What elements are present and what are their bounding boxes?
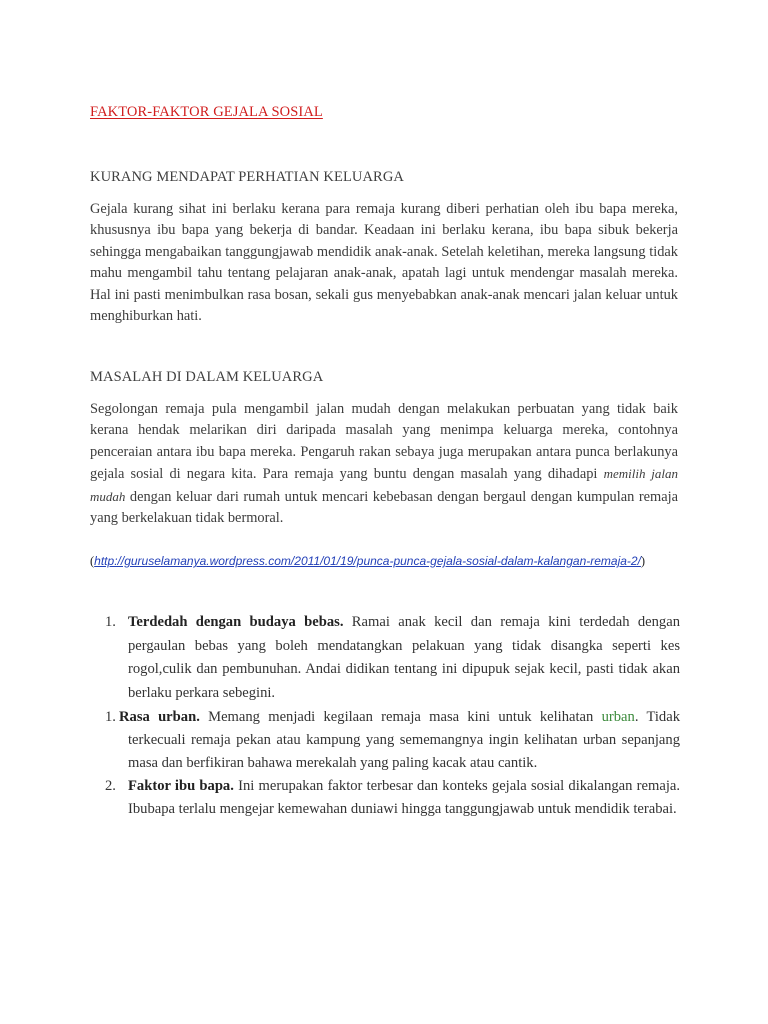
list-item-text: Ramai anak kecil dan remaja kini terdedah dengan pergaulan bebas yang boleh mendatangkan pelakuan yang tidak disangka seperti kes rogol,culik dan pembunuhan. Andai didikan tentang ini dipupuk sejak kecil, pasti tidak akan berlaku perkara sebegini. xyxy=(128,614,680,702)
list-item-text-after: . Tidak terkecuali remaja pekan atau kampung yang sememangnya ingin kelihatan urban sepanjang masa dan berfikiran bahawa merekalah yang paling kacak atau cantik. xyxy=(128,708,680,771)
list-item-title: Terdedah dengan budaya bebas. xyxy=(128,614,344,630)
list-item xyxy=(90,775,680,821)
list-item-text: Ini merupakan faktor terbesar dan konteks gejala sosial dikalangan remaja. Ibubapa terlalu mengejar kemewahan duniawi hingga tanggungjawab untuk mendidik terabai. xyxy=(128,777,680,817)
paragraph-perhatian: Gejala kurang sihat ini berlaku kerana para remaja kurang diberi perhatian oleh ibu bapa mereka, khususnya ibu bapa yang bekerja di bandar. Keadaan ini berlaku kerana, ibu bapa sibuk bekerja sehingga mengabaikan tanggungjawab mendidik anak-anak. Setelah keletihan, mereka langsung tidak mahu mengambil tahu tentang pelajaran anak-anak, apatah lagi untuk mendengar masalah mereka. Hal ini pasti menimbulkan rasa bosan, sekali gus menyebabkan anak-anak mencari jalan keluar untuk menghiburkan hati. xyxy=(90,201,678,325)
list-item xyxy=(90,611,680,706)
source-citation xyxy=(90,551,690,572)
list-item-number: 2. xyxy=(105,777,116,794)
paragraph-masalah-end: dengan keluar dari rumah untuk mencari kebebasan dengan bergaul dengan kumpulan remaja yang berkelakuan tidak bermoral. xyxy=(90,488,678,527)
paragraph-masalah-italic: memilih jalan mudah xyxy=(90,466,678,504)
source-open-paren: ( xyxy=(90,554,95,568)
source-link[interactable]: http://guruselamanya.wordpress.com/2011/01/19/punca-punca-gejala-sosial-dalam-kalangan-remaja-2/ xyxy=(94,554,641,568)
section-heading-masalah: MASALAH DI DALAM KELUARGA xyxy=(90,369,324,385)
list-item-title: Faktor ibu bapa. xyxy=(128,777,234,794)
list-item-highlight: urban xyxy=(601,708,635,725)
page-title: FAKTOR-FAKTOR GEJALA SOSIAL xyxy=(90,104,323,120)
factor-list xyxy=(90,611,680,821)
list-item-number: 1. xyxy=(105,708,116,725)
list-item-text-before: Memang menjadi kegilaan remaja masa kini untuk kelihatan xyxy=(199,708,602,725)
paragraph-masalah-start: Segolongan remaja pula mengambil jalan mudah dengan melakukan perbuatan yang tidak baik kerana hendak melarikan diri daripada masalah yang menimpa keluarga mereka, contohnya penceraian antara ibu bapa mereka. Pengaruh rakan sebaya juga merupakan antara punca berlakunya gejala sosial di negara kita. Para remaja yang buntu dengan masalah yang dihadapi xyxy=(90,401,678,483)
list-item xyxy=(90,706,680,775)
paragraph-masalah xyxy=(90,399,678,529)
section-heading-perhatian: KURANG MENDAPAT PERHATIAN KELUARGA xyxy=(90,169,404,185)
list-item-number: 1. xyxy=(105,614,116,630)
list-item-title: Rasa urban. xyxy=(119,708,200,725)
source-close-paren: ) xyxy=(640,554,646,568)
